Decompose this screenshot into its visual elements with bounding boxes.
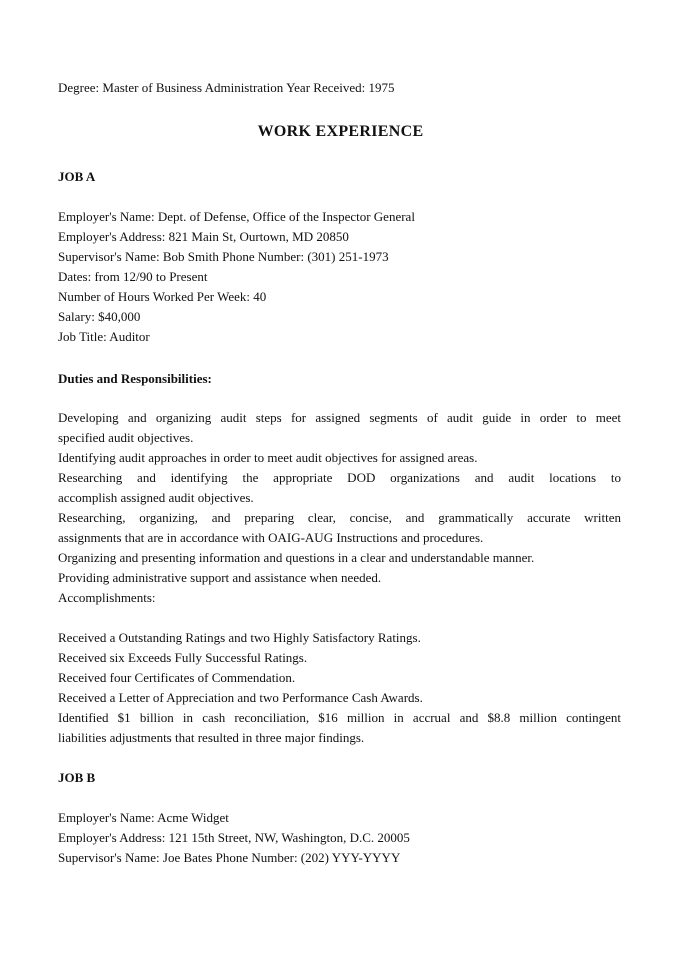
job-b-heading: JOB B — [58, 770, 96, 785]
accomplishment-line: Received a Outstanding Ratings and two Highly Satisfactory Ratings. — [58, 630, 421, 645]
accomplishment-line: Received a Letter of Appreciation and two Performance Cash Awards. — [58, 690, 423, 705]
job-a-details — [58, 207, 621, 347]
job-a-heading: JOB A — [58, 169, 96, 184]
duty-line: accomplish assigned audit objectives. — [58, 490, 254, 505]
duty-line: Researching, organizing, and preparing clear, concise, and grammatically accurate written — [58, 510, 621, 525]
accomplishment-line: Received six Exceeds Fully Successful Ratings. — [58, 650, 308, 665]
duties-heading: Duties and Responsibilities: — [58, 371, 212, 386]
detail-line: Employer's Name: Acme Widget — [58, 810, 229, 825]
detail-line: Employer's Address: 821 Main St, Ourtown, MD 20850 — [58, 229, 349, 244]
duty-line: assignments that are in accordance with OAIG-AUG Instructions and procedures. — [58, 530, 484, 545]
duty-line: Identifying audit approaches in order to meet audit objectives for assigned areas. — [58, 450, 478, 465]
detail-line: Supervisor's Name: Joe Bates Phone Number: (202) YYY-YYYY — [58, 850, 401, 865]
section-title: WORK EXPERIENCE — [257, 123, 424, 140]
accomplishment-line: liabilities adjustments that resulted in three major findings. — [58, 730, 365, 745]
detail-line: Employer's Name: Dept. of Defense, Office of the Inspector General — [58, 209, 415, 224]
duty-line: specified audit objectives. — [58, 430, 194, 445]
duty-line: Developing and organizing audit steps for assigned segments of audit guide in order to meet — [58, 410, 621, 425]
detail-line: Dates: from 12/90 to Present — [58, 269, 208, 284]
resume-page — [58, 78, 621, 868]
job-b-details — [58, 808, 621, 868]
detail-line: Employer's Address: 121 15th Street, NW, Washington, D.C. 20005 — [58, 830, 410, 845]
duties-list — [58, 408, 621, 608]
degree-line: Degree: Master of Business Administration Year Received: 1975 — [58, 80, 395, 95]
duty-line: Providing administrative support and assistance when needed. — [58, 570, 382, 585]
detail-line: Supervisor's Name: Bob Smith Phone Number: (301) 251-1973 — [58, 249, 389, 264]
accomplishment-line: Identified $1 billion in cash reconciliation, $16 million in accrual and $8.8 million contingent — [58, 710, 621, 725]
accomplishments-list — [58, 628, 621, 748]
detail-line: Salary: $40,000 — [58, 309, 141, 324]
duty-line: Accomplishments: — [58, 590, 156, 605]
accomplishment-line: Received four Certificates of Commendation. — [58, 670, 296, 685]
detail-line: Number of Hours Worked Per Week: 40 — [58, 289, 267, 304]
duty-line: Organizing and presenting information and questions in a clear and understandable manner. — [58, 550, 535, 565]
detail-line: Job Title: Auditor — [58, 329, 150, 344]
duty-line: Researching and identifying the appropriate DOD organizations and audit locations to — [58, 470, 621, 485]
